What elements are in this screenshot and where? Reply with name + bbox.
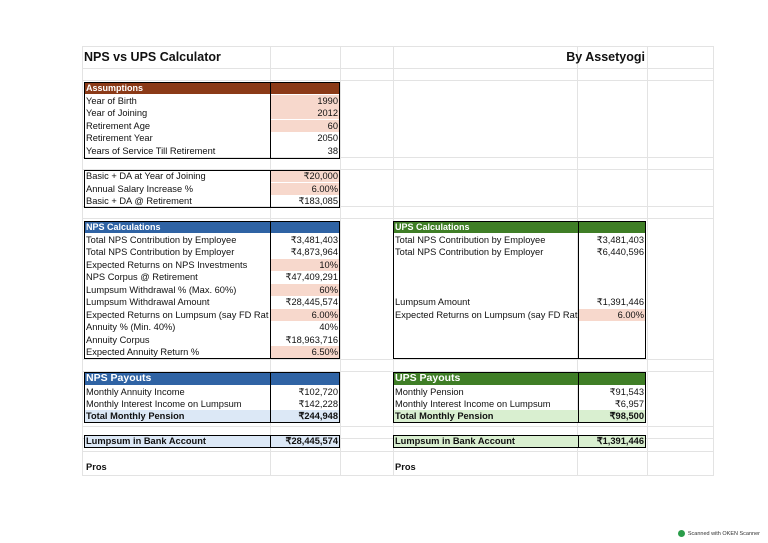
ups-total-row: Total Monthly Pension ₹98,500 (395, 411, 644, 421)
nps-calc-row-label: Lumpsum Withdrawal % (Max. 60%) (86, 284, 237, 295)
ups-payouts-divider (578, 372, 579, 423)
salary-row-label: Annual Salary Increase % (86, 183, 193, 194)
salary-divider (270, 170, 271, 208)
nps-calc-row-label: NPS Corpus @ Retirement (86, 272, 198, 282)
assumptions-heading: Assumptions (86, 83, 144, 93)
nps-calc-row-value: ₹28,445,574 (285, 297, 338, 307)
nps-calc-row-value: ₹18,963,716 (285, 334, 338, 345)
assumption-row-label: Year of Birth (86, 95, 137, 106)
nps-calc-border (84, 221, 340, 359)
nps-bank-border (84, 435, 340, 448)
ups-calc-row-value: 6.00% (578, 309, 646, 321)
assumption-row-value: 38 (327, 145, 338, 156)
salary-border (84, 170, 340, 208)
ups-bank-border (393, 435, 646, 448)
ups-payout-row: Monthly Pension ₹91,543 (395, 387, 644, 397)
ups-calc-divider (578, 221, 579, 359)
nps-calc-row-label: Total NPS Contribution by Employer (86, 247, 235, 257)
ups-payouts-heading: UPS Payouts (395, 372, 461, 384)
assumption-row-value: 1990 (270, 95, 340, 107)
nps-bank-divider (270, 435, 271, 448)
assumptions-border (84, 82, 340, 159)
ups-calc-row-label: Total NPS Contribution by Employer (395, 247, 544, 257)
nps-calc-row-value: ₹3,481,403 (290, 234, 338, 245)
nps-total-row: Total Monthly Pension ₹244,948 (86, 411, 338, 421)
assumptions-divider (270, 82, 271, 159)
ups-calc-border (393, 221, 646, 359)
nps-calc-row-value: ₹47,409,291 (285, 272, 338, 282)
ups-calc-row-label: Lumpsum Amount (395, 297, 470, 307)
ups-pros-label: Pros (395, 462, 416, 472)
nps-calc-row-value: 6.00% (270, 309, 340, 321)
assumption-row-label: Years of Service Till Retirement (86, 145, 216, 156)
assumption-row-value: 2050 (317, 133, 338, 143)
ups-calc-row-value: ₹1,391,446 (596, 297, 644, 307)
nps-calc-row-label: Expected Returns on NPS Investments (86, 259, 248, 270)
salary-row-value: ₹183,085 (298, 196, 338, 206)
assumption-row-value: 2012 (270, 107, 340, 119)
ups-calc-row-label: Expected Returns on Lumpsum (say FD Rat (395, 309, 578, 320)
nps-payouts-border (84, 372, 340, 423)
nps-calc-row-value: 6.50% (270, 346, 340, 358)
salary-row-label: Basic + DA @ Retirement (86, 196, 192, 206)
ups-calc-row-value: ₹3,481,403 (596, 234, 644, 245)
page-title: NPS vs UPS Calculator (84, 50, 221, 64)
nps-calc-row-label: Expected Annuity Return % (86, 347, 200, 357)
assumption-row-value: 60 (270, 120, 340, 132)
ups-bank-divider (578, 435, 579, 448)
salary-row-label: Basic + DA at Year of Joining (86, 171, 206, 181)
nps-calc-row-label: Annuity % (Min. 40%) (86, 322, 176, 332)
ups-calculations-heading: UPS Calculations (395, 222, 470, 232)
nps-payout-row: Monthly Interest Income on Lumpsum ₹142,228 (86, 399, 338, 409)
nps-calc-row-label: Lumpsum Withdrawal Amount (86, 297, 210, 307)
ups-calc-row-value: ₹6,440,596 (596, 247, 644, 257)
nps-payouts-divider (270, 372, 271, 423)
assumption-row-label: Retirement Age (86, 120, 151, 131)
nps-bank-row: Lumpsum in Bank Account ₹28,445,574 (86, 436, 338, 446)
nps-calc-row-value: 60% (270, 284, 340, 296)
nps-calc-row-value: 40% (319, 322, 338, 332)
ups-bank-row: Lumpsum in Bank Account ₹1,391,446 (395, 436, 644, 446)
nps-calc-row-label: Expected Returns on Lumpsum (say FD Rat (86, 309, 269, 320)
scanner-watermark (678, 530, 760, 537)
salary-row-value: 6.00% (270, 183, 340, 195)
scanner-logo-icon (678, 530, 685, 537)
ups-payout-row: Monthly Interest Income on Lumpsum ₹6,957 (395, 399, 644, 409)
nps-pros-label: Pros (86, 462, 107, 472)
author-label: By Assetyogi (566, 50, 645, 64)
scanner-text: Scanned with OKEN Scanner (687, 530, 760, 537)
nps-payouts-heading: NPS Payouts (86, 372, 152, 384)
assumption-row-label: Retirement Year (86, 133, 153, 143)
nps-calc-row-value: 10% (270, 259, 340, 271)
ups-payouts-border (393, 372, 646, 423)
nps-calc-row-value: ₹4,873,964 (290, 247, 338, 257)
nps-calculations-heading: NPS Calculations (86, 222, 161, 232)
nps-calc-row-label: Total NPS Contribution by Employee (86, 234, 237, 245)
assumption-row-label: Year of Joining (86, 108, 148, 118)
nps-calc-divider (270, 221, 271, 359)
nps-payout-row: Monthly Annuity Income ₹102,720 (86, 387, 338, 397)
nps-calc-row-label: Annuity Corpus (86, 334, 150, 345)
ups-calc-row-label: Total NPS Contribution by Employee (395, 234, 546, 245)
salary-row-value: ₹20,000 (270, 170, 340, 182)
